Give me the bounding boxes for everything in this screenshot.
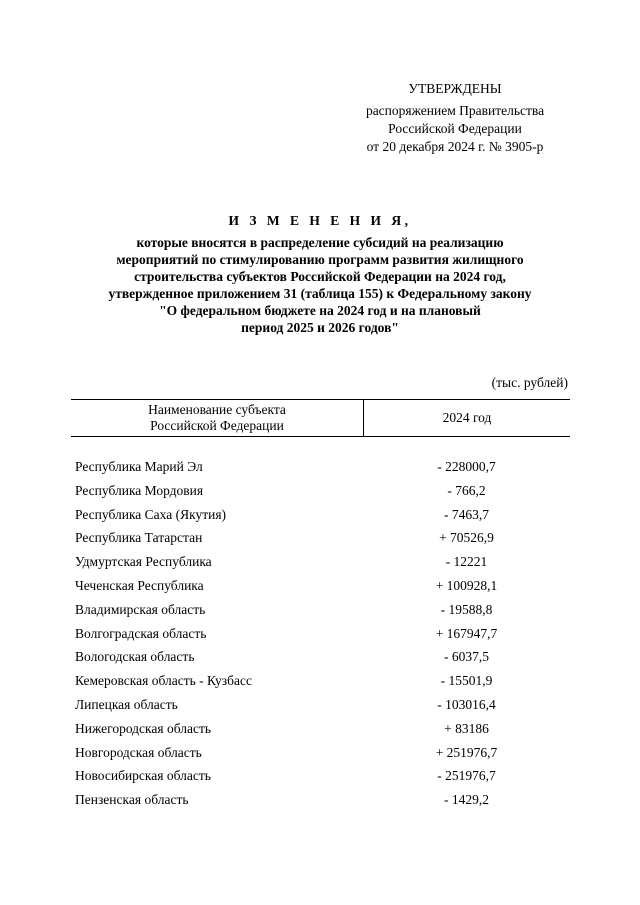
subject-name: Волгоградская область	[75, 625, 207, 641]
table-row	[71, 550, 570, 574]
subsidy-table	[71, 399, 570, 812]
subject-name: Республика Мордовия	[75, 482, 204, 498]
header-subject-name-line1: Наименование субъекта	[148, 402, 286, 417]
subsidy-change: - 12221	[445, 554, 488, 570]
subsidy-change: + 83186	[444, 720, 489, 736]
subsidy-change: - 7463,7	[444, 506, 489, 522]
subject-name: Нижегородская область	[75, 720, 212, 736]
table-row	[71, 764, 570, 788]
header-year: 2024 год	[442, 410, 492, 425]
table-row	[71, 574, 570, 598]
subject-name: Удмуртская Республика	[75, 554, 212, 570]
header-subject-name	[71, 400, 364, 436]
subject-name: Республика Марий Эл	[75, 459, 203, 474]
table-row	[71, 717, 570, 741]
table-row	[71, 693, 570, 717]
document-title: И З М Е Н Е Н И Я,	[228, 213, 412, 228]
subject-name: Республика Саха (Якутия)	[75, 506, 227, 522]
approval-date-number: от 20 декабря 2024 г. № 3905-р	[366, 139, 544, 154]
table-row	[71, 622, 570, 646]
header-subject-name-line2: Российской Федерации	[150, 418, 284, 433]
subject-name: Чеченская Республика	[75, 577, 204, 593]
approval-block	[340, 80, 570, 156]
table-row	[71, 503, 570, 527]
subsidy-change: - 251976,7	[437, 768, 496, 784]
subject-name: Липецкая область	[75, 696, 178, 712]
subject-name: Новосибирская область	[75, 768, 211, 784]
table-row	[71, 598, 570, 622]
units-label: (тыс. рублей)	[491, 375, 568, 390]
subsidy-change: - 1429,2	[444, 792, 489, 808]
table-row	[71, 669, 570, 693]
subject-name: Вологодская область	[75, 649, 195, 665]
table-header	[71, 399, 570, 437]
subject-name: Владимирская область	[75, 601, 206, 617]
subsidy-change: - 103016,4	[437, 696, 496, 712]
table-row	[71, 645, 570, 669]
subsidy-change: + 251976,7	[435, 744, 498, 760]
table-body	[71, 455, 570, 812]
table-row	[71, 455, 570, 479]
subsidy-change: - 228000,7	[437, 459, 496, 474]
heading-line: строительства субъектов Российской Федерации на 2024 год,	[134, 269, 506, 284]
subject-name: Республика Татарстан	[75, 530, 203, 546]
approval-issuer: распоряжением Правительства	[365, 103, 545, 118]
heading-line: которые вносятся в распределение субсидий на реализацию	[136, 235, 504, 250]
table-row	[71, 741, 570, 765]
subsidy-change: + 167947,7	[435, 625, 498, 641]
subject-name: Пензенская область	[75, 792, 189, 808]
subsidy-change: - 6037,5	[444, 649, 489, 665]
heading-line: мероприятий по стимулированию программ развития жилищного	[116, 252, 524, 267]
heading-line: утвержденное приложением 31 (таблица 155) к Федеральному закону	[108, 286, 532, 301]
heading-line: период 2025 и 2026 годов"	[241, 320, 399, 335]
subsidy-change: + 100928,1	[435, 577, 498, 593]
subsidy-change: + 70526,9	[439, 530, 494, 546]
subsidy-change: - 15501,9	[440, 673, 493, 689]
approval-title: УТВЕРЖДЕНЫ	[408, 81, 502, 96]
table-row	[71, 788, 570, 812]
subject-name: Новгородская область	[75, 744, 202, 760]
table-row	[71, 526, 570, 550]
subject-name: Кемеровская область - Кузбасс	[75, 673, 252, 689]
heading-line: "О федеральном бюджете на 2024 год и на плановый	[159, 303, 481, 318]
subsidy-change: - 19588,8	[440, 601, 493, 617]
table-row	[71, 479, 570, 503]
subsidy-change: - 766,2	[447, 482, 486, 498]
document-heading	[60, 212, 580, 336]
approval-issuer-country: Российской Федерации	[388, 121, 522, 136]
